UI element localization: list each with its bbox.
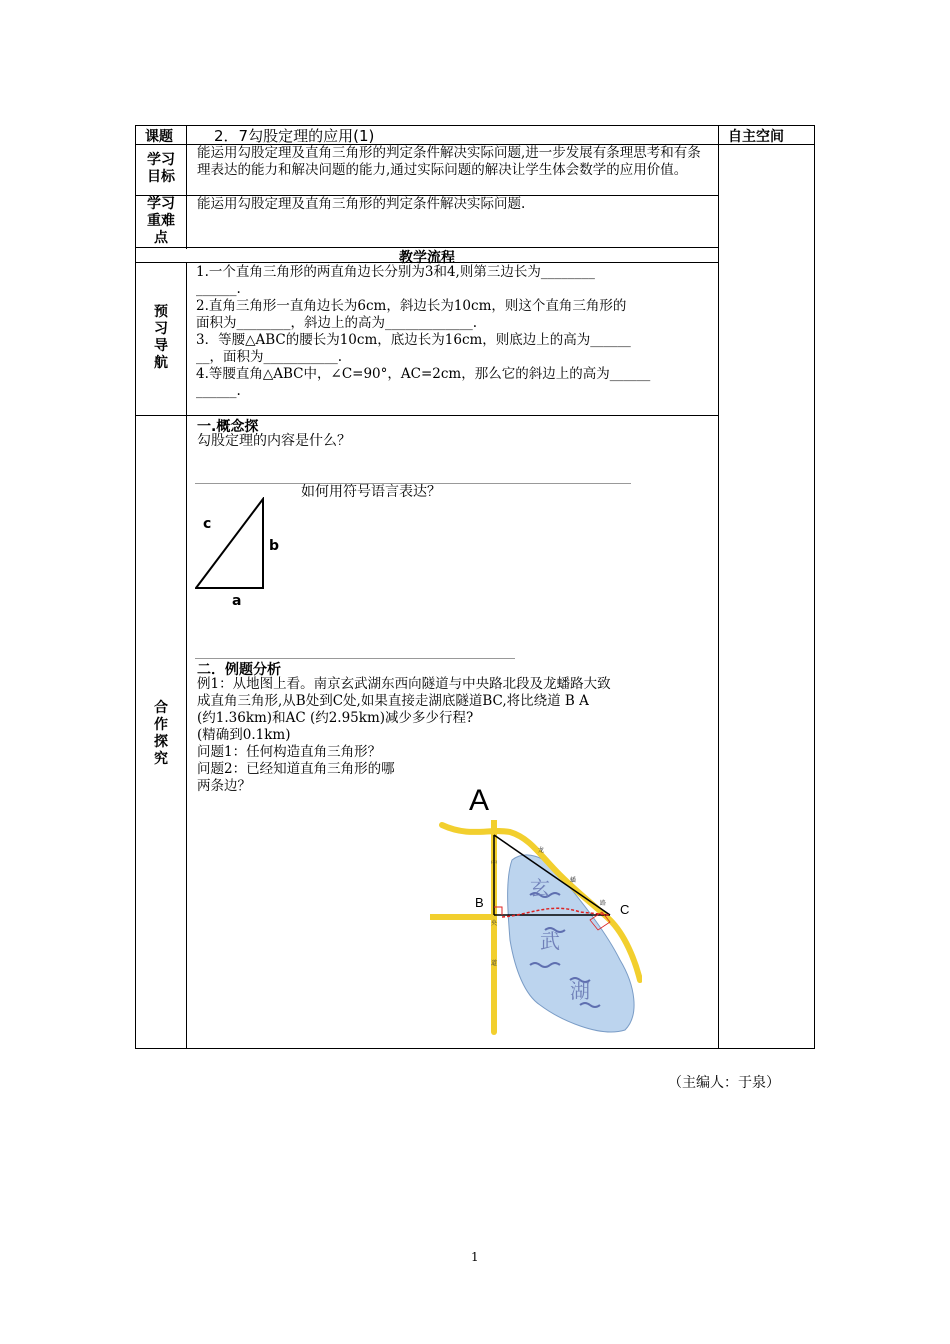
page-number: 1 (471, 1250, 479, 1264)
preview-line: ______. (196, 281, 241, 297)
section1-title: 一.概念探 (197, 419, 259, 435)
preview-line: 面积为________，斜边上的高为_____________. (196, 315, 478, 331)
example-line: 成直角三角形,从B处到C处,如果直接走湖底隧道BC,将比绕道 B A (197, 693, 589, 709)
xuanwu-lake-map (430, 820, 642, 1035)
goals-text: 能运用勾股定理及直角三角形的判定条件解决实际问题,进一步发展有条理思考和有条理表达的能力和解决问题的能力,通过实际问题的解决让学生体会数学的应用价值。 (197, 145, 701, 178)
preview-line: 4.等腰直角△ABC中，∠C=90°，AC=2cm，那么它的斜边上的高为______ (196, 366, 651, 382)
example-line: (精确到0.1km) (197, 727, 291, 743)
map-label-a: A (469, 784, 490, 817)
example-line: 例1：从地图上看。南京玄武湖东西向隧道与中央路北段及龙蟠路大致 (197, 676, 611, 692)
example-lines (197, 676, 611, 795)
keypoints-text: 能运用勾股定理及直角三角形的判定条件解决实际问题. (197, 196, 526, 212)
preview-line: 1.一个直角三角形的两直角边长分别为3和4,则第三边长为________ (196, 264, 595, 280)
preview-line: 3．等腰△ABC的腰长为10cm，底边长为16cm，则底边上的高为______ (196, 332, 631, 348)
example-line: 问题1：任何构造直角三角形？ (197, 744, 382, 760)
svg-text:道: 道 (491, 960, 498, 967)
flow-title: 教学流程 (399, 250, 455, 266)
coop-label: 合作探究 (154, 700, 168, 767)
example-line: 问题2：已经知道直角三角形的哪 (197, 761, 395, 777)
side-header: 自主空间 (728, 129, 784, 145)
label-b: b (269, 538, 280, 554)
editor-credit: （主编人：于泉） (668, 1075, 780, 1091)
map-label-b: B (475, 895, 484, 910)
svg-text:龙: 龙 (538, 847, 545, 854)
label-a: a (232, 593, 242, 609)
keypoints-label: 学习重难点 (147, 196, 175, 246)
svg-text:路: 路 (600, 900, 607, 907)
preview-lines (196, 264, 650, 400)
question-symbolic: 如何用符号语言表达？ (301, 484, 441, 500)
preview-line: ______. (196, 383, 241, 399)
lake-char: 武 (540, 929, 560, 953)
topic-label: 课题 (145, 129, 173, 145)
triangle-shape (196, 499, 263, 588)
goals-label: 学习目标 (147, 152, 175, 185)
lake-char: 玄 (530, 876, 550, 900)
preview-line: 2.直角三角形一直角边长为6cm，斜边长为10cm，则这个直角三角形的 (196, 298, 627, 314)
svg-text:央: 央 (491, 920, 498, 927)
lake-char: 湖 (570, 979, 590, 1003)
preview-label: 预习导航 (154, 304, 168, 371)
preview-line: __，面积为___________. (196, 349, 343, 365)
topic-title: 2．7勾股定理的应用(1) (214, 127, 375, 145)
right-triangle-figure (195, 497, 270, 589)
question-pythagoras: 勾股定理的内容是什么？ (197, 433, 351, 449)
example-line: 两条边？ (197, 778, 251, 794)
label-c: c (203, 516, 212, 532)
map-label-c: C (620, 902, 630, 917)
svg-text:中: 中 (491, 860, 498, 867)
svg-text:蟠: 蟠 (570, 877, 577, 884)
section2-title: 二．例题分析 (197, 662, 281, 678)
example-line: (约1.36km)和AC (约2.95km)减少多少行程? (197, 710, 474, 726)
